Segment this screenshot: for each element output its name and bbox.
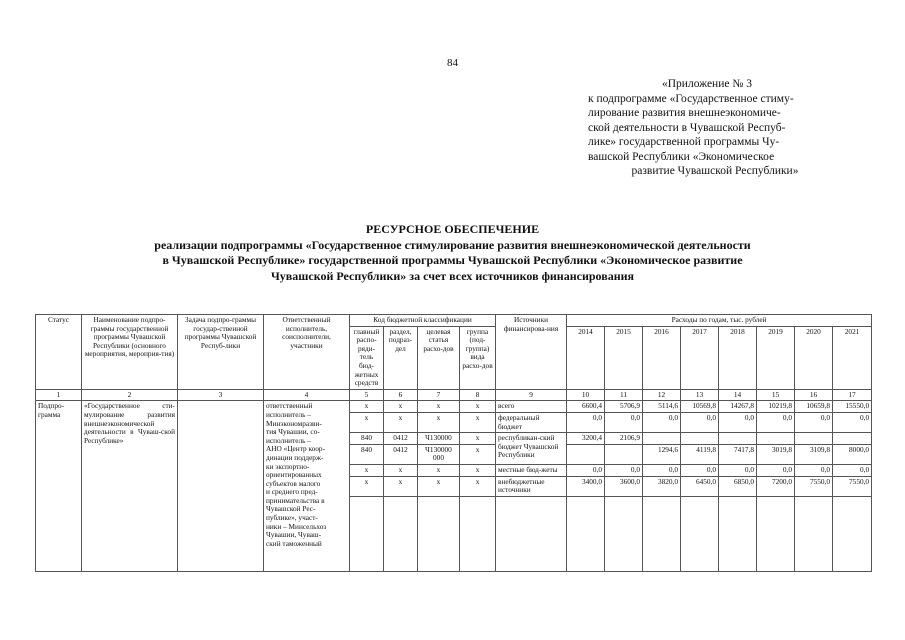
empty-cell — [605, 496, 643, 571]
task-cell — [178, 401, 264, 571]
value-cell: 0,0 — [605, 464, 643, 476]
table-row — [36, 401, 872, 413]
value-cell — [643, 433, 681, 445]
header-budget-codes: Код бюджетной классификации — [350, 315, 496, 327]
value-cell: 14267,8 — [719, 401, 757, 413]
empty-cell — [757, 496, 795, 571]
column-number: 16 — [795, 389, 833, 401]
value-cell: 10569,8 — [681, 401, 719, 413]
value-cell: 0,0 — [643, 464, 681, 476]
column-number: 2 — [82, 389, 178, 401]
column-number: 11 — [605, 389, 643, 401]
value-cell: 3600,0 — [605, 476, 643, 496]
empty-cell — [350, 496, 384, 571]
value-cell — [605, 444, 643, 464]
value-cell: 6600,4 — [567, 401, 605, 413]
empty-cell — [833, 496, 872, 571]
code-cell: 840 — [350, 444, 384, 464]
page-number: 84 — [447, 57, 458, 69]
value-cell: 0,0 — [605, 412, 643, 432]
column-number-row — [36, 389, 872, 401]
value-cell: 0,0 — [719, 464, 757, 476]
value-cell: 6850,0 — [719, 476, 757, 496]
column-number: 12 — [643, 389, 681, 401]
value-cell: 7417,8 — [719, 444, 757, 464]
empty-cell — [418, 496, 460, 571]
column-number: 3 — [178, 389, 264, 401]
code-cell: x — [350, 401, 384, 413]
header-year: 2019 — [757, 326, 795, 389]
annex-line: «Приложение № 3 — [662, 78, 752, 90]
value-cell: 0,0 — [567, 412, 605, 432]
value-cell: 7550,0 — [833, 476, 872, 496]
value-cell: 3019,8 — [757, 444, 795, 464]
code-cell: x — [384, 412, 418, 432]
value-cell: 5706,9 — [605, 401, 643, 413]
source-cell: федеральный бюджет — [496, 412, 567, 432]
header-responsible: Ответственный исполнитель, соисполнители, участники — [264, 315, 350, 390]
title-line: Чувашской Республики» за счет всех источников финансирования — [270, 268, 635, 283]
empty-cell — [719, 496, 757, 571]
value-cell: 10219,8 — [757, 401, 795, 413]
value-cell — [719, 433, 757, 445]
code-cell: x — [418, 401, 460, 413]
code-cell: x — [460, 476, 496, 496]
code-cell: 0412 — [384, 433, 418, 445]
subprogram-name-cell: «Государственное сти-мулирование развития внешнеэкономической деятельности в Чуваш-ской Республике» — [82, 401, 178, 571]
value-cell: 8000,0 — [833, 444, 872, 464]
code-cell: x — [350, 464, 384, 476]
resource-table — [35, 314, 872, 572]
header-year: 2017 — [681, 326, 719, 389]
value-cell: 3200,4 — [567, 433, 605, 445]
code-cell: x — [460, 464, 496, 476]
column-number: 7 — [418, 389, 460, 401]
value-cell: 0,0 — [757, 464, 795, 476]
responsible-cell: ответственный исполнитель – Минэкономразви- тия Чувашии, со- исполнитель – АНО «Центр коор- динации поддерж- ки экспортно- ориентированных субъектов малого и среднего пред- принимательства в Чувашской Рес- публике», участ- ники – Минсельхоз Чувашии, Чуваш- ский таможенный — [264, 401, 350, 571]
code-cell: x — [350, 476, 384, 496]
document-title — [0, 222, 905, 284]
empty-cell — [384, 496, 418, 571]
source-cell: внебюджетные источники — [496, 476, 567, 496]
column-number: 14 — [719, 389, 757, 401]
column-number: 6 — [384, 389, 418, 401]
value-cell: 4119,8 — [681, 444, 719, 464]
value-cell: 0,0 — [681, 412, 719, 432]
value-cell: 2106,9 — [605, 433, 643, 445]
column-number: 15 — [757, 389, 795, 401]
header-code: целевая статья расхо-дов — [418, 326, 460, 389]
header-year: 2020 — [795, 326, 833, 389]
empty-cell — [681, 496, 719, 571]
annex-note — [588, 77, 842, 179]
value-cell: 3820,0 — [643, 476, 681, 496]
value-cell: 5114,6 — [643, 401, 681, 413]
header-name: Наименование подпро-граммы государственной программы Чувашской Республики (основного мероприятия, мероприя-тия) — [82, 315, 178, 390]
code-cell: x — [460, 433, 496, 445]
header-year: 2018 — [719, 326, 757, 389]
value-cell: 0,0 — [795, 464, 833, 476]
annex-line: к подпрограмме «Государственное стиму- — [588, 92, 794, 105]
value-cell: 1294,6 — [643, 444, 681, 464]
empty-cell — [567, 496, 605, 571]
value-cell: 3109,8 — [795, 444, 833, 464]
title-line: реализации подпрограммы «Государственное стимулирование развития внешнеэкономической деятельности — [154, 237, 751, 252]
column-number: 8 — [460, 389, 496, 401]
header-sources: Источники финансирова-ния — [496, 315, 567, 390]
code-cell: x — [384, 464, 418, 476]
code-cell: 0412 — [384, 444, 418, 464]
code-cell: x — [460, 412, 496, 432]
empty-cell — [496, 496, 567, 571]
column-number: 4 — [264, 389, 350, 401]
column-number: 9 — [496, 389, 567, 401]
value-cell: 0,0 — [719, 412, 757, 432]
value-cell: 6450,0 — [681, 476, 719, 496]
header-row — [36, 315, 872, 327]
column-number: 5 — [350, 389, 384, 401]
value-cell: 0,0 — [681, 464, 719, 476]
code-cell: x — [384, 476, 418, 496]
code-cell: Ч130000 — [418, 433, 460, 445]
value-cell: 0,0 — [795, 412, 833, 432]
code-cell: x — [418, 412, 460, 432]
column-number: 13 — [681, 389, 719, 401]
value-cell: 0,0 — [833, 464, 872, 476]
value-cell: 15550,0 — [833, 401, 872, 413]
value-cell: 10659,8 — [795, 401, 833, 413]
code-cell: Ч130000 000 — [418, 444, 460, 464]
header-expenses: Расходы по годам, тыс. рублей — [567, 315, 872, 327]
column-number: 10 — [567, 389, 605, 401]
empty-cell — [795, 496, 833, 571]
value-cell — [681, 433, 719, 445]
header-code: группа (под-группа) вида расхо-дов — [460, 326, 496, 389]
value-cell — [795, 433, 833, 445]
value-cell: 0,0 — [643, 412, 681, 432]
code-cell: x — [350, 412, 384, 432]
value-cell — [567, 444, 605, 464]
status-cell: Подпро-грамма — [36, 401, 82, 571]
value-cell: 0,0 — [757, 412, 795, 432]
title-line: в Чувашской Республике» государственной программы Чувашской Республики «Экономическое развитие — [162, 253, 743, 267]
header-year: 2021 — [833, 326, 872, 389]
title-line: РЕСУРСНОЕ ОБЕСПЕЧЕНИЕ — [365, 222, 540, 236]
value-cell: 0,0 — [833, 412, 872, 432]
code-cell: x — [418, 464, 460, 476]
code-cell: x — [460, 401, 496, 413]
code-cell: x — [460, 444, 496, 464]
code-cell: 840 — [350, 433, 384, 445]
header-status: Статус — [36, 315, 82, 390]
empty-cell — [643, 496, 681, 571]
header-code: раздел, подраз-дел — [384, 326, 418, 389]
source-cell: местные бюд-жеты — [496, 464, 567, 476]
header-year: 2014 — [567, 326, 605, 389]
empty-cell — [460, 496, 496, 571]
header-code: главный распо-ряди-тель бюд-жетных средств — [350, 326, 384, 389]
source-cell: всего — [496, 401, 567, 413]
column-number: 17 — [833, 389, 872, 401]
value-cell: 0,0 — [567, 464, 605, 476]
header-year: 2016 — [643, 326, 681, 389]
annex-line: лике» государственной программы Чу- — [588, 136, 780, 148]
code-cell: x — [384, 401, 418, 413]
value-cell: 7550,0 — [795, 476, 833, 496]
source-cell: республикан-ский бюджет Чувашской Республики — [496, 433, 567, 465]
annex-line: развитие Чувашской Республики» — [631, 165, 799, 177]
annex-line: вашской Республики «Экономическое — [588, 150, 775, 163]
value-cell — [757, 433, 795, 445]
code-cell: x — [418, 476, 460, 496]
column-number: 1 — [36, 389, 82, 401]
header-year: 2015 — [605, 326, 643, 389]
header-task: Задача подпро-граммы государ-ственной программы Чувашской Респуб-лики — [178, 315, 264, 390]
value-cell: 3400,0 — [567, 476, 605, 496]
value-cell — [833, 433, 872, 445]
value-cell: 7200,0 — [757, 476, 795, 496]
annex-line: ской деятельности в Чувашской Респуб- — [588, 121, 786, 134]
annex-line: лирование развития внешнеэкономиче- — [588, 107, 781, 119]
